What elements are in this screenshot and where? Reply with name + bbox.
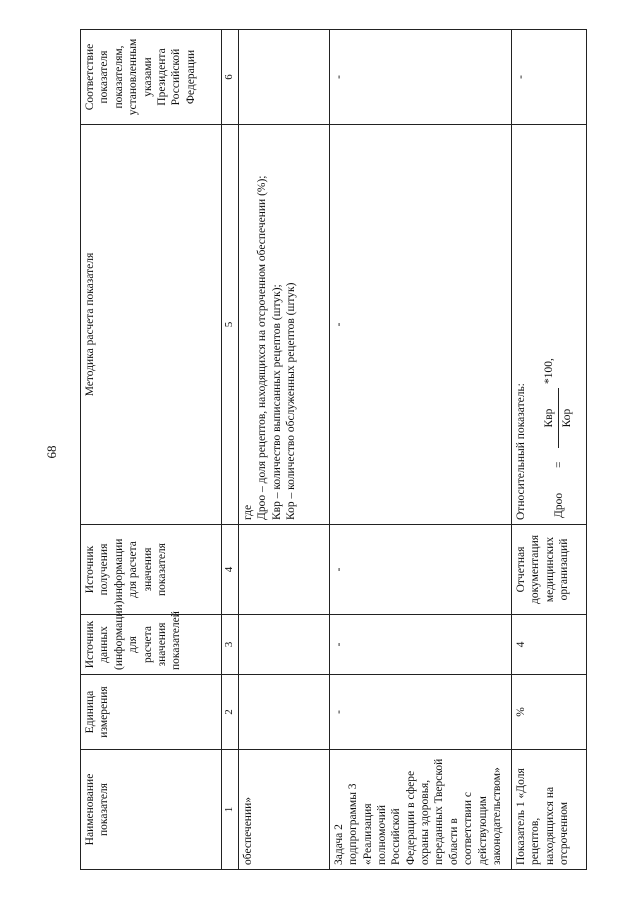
table-row bbox=[511, 30, 586, 870]
header-indicator-name: Наименование показателя bbox=[81, 750, 222, 870]
row2-compliance: - bbox=[329, 30, 511, 125]
column-number: 4 bbox=[222, 525, 239, 615]
header-unit: Единица измерения bbox=[81, 675, 222, 750]
row3-name: Показатель 1 «Доля рецептов, находящихся на отсроченном bbox=[511, 750, 586, 870]
formula-equals: = bbox=[553, 461, 566, 468]
row3-source-data: 4 bbox=[511, 615, 586, 675]
indicators-table bbox=[80, 29, 587, 870]
table-row bbox=[238, 30, 329, 870]
formula-numerator: Квр bbox=[542, 388, 558, 448]
header-source-info: Источник получения информации для расчета значения показателя bbox=[81, 525, 222, 615]
row2-source-info: - bbox=[329, 525, 511, 615]
row1-unit bbox=[238, 675, 329, 750]
column-number: 1 bbox=[222, 750, 239, 870]
column-number: 2 bbox=[222, 675, 239, 750]
formula-fraction bbox=[542, 388, 574, 448]
formula-denominator: Кор bbox=[560, 408, 573, 428]
method-title: Относительный показатель: bbox=[514, 383, 527, 520]
row1-compliance bbox=[238, 30, 329, 125]
row2-method: - bbox=[329, 125, 511, 525]
column-number: 6 bbox=[222, 30, 239, 125]
row1-source-info bbox=[238, 525, 329, 615]
column-number: 3 bbox=[222, 615, 239, 675]
column-number-row bbox=[222, 30, 239, 870]
formula-multiplier: *100, bbox=[543, 358, 556, 384]
method-def-droo: Дроо – доля рецептов, находящихся на отсроченном обеспечении (%); bbox=[256, 175, 269, 520]
row3-unit: % bbox=[511, 675, 586, 750]
column-number: 5 bbox=[222, 125, 239, 525]
table-header-row bbox=[81, 30, 222, 870]
table-row bbox=[329, 30, 511, 870]
header-compliance: Соответствие показателя показателям, установленным указами Президента Российской Федерации bbox=[81, 30, 222, 125]
formula bbox=[542, 129, 576, 520]
row1-source-data bbox=[238, 615, 329, 675]
row3-source-info: Отчетная документация медицинских организаций bbox=[511, 525, 586, 615]
rotated-table-container bbox=[80, 30, 580, 870]
method-def-kvr: Квр – количество выписанных рецептов (штук); bbox=[270, 284, 283, 520]
header-method: Методика расчета показателя bbox=[81, 125, 222, 525]
row1-method bbox=[238, 125, 329, 525]
formula-lhs: Дроо bbox=[553, 492, 566, 518]
row3-compliance: - bbox=[511, 30, 586, 125]
row2-source-data: - bbox=[329, 615, 511, 675]
page-number: 68 bbox=[44, 445, 59, 459]
row3-method bbox=[511, 125, 586, 525]
row1-name: обеспечении» bbox=[238, 750, 329, 870]
method-def-kor: Кор – количество обслуженных рецептов (штук) bbox=[284, 282, 297, 520]
header-source-data: Источник данных (информации) для расчета значения показателей bbox=[81, 615, 222, 675]
row2-name: Задача 2 подпрограммы 3 «Реализация полномочий Российской Федерации в сфере охраны здоровья, переданных Тверской области в соответствии с действующим законодательством» bbox=[329, 750, 511, 870]
row2-unit: - bbox=[329, 675, 511, 750]
method-where: где bbox=[241, 504, 254, 520]
